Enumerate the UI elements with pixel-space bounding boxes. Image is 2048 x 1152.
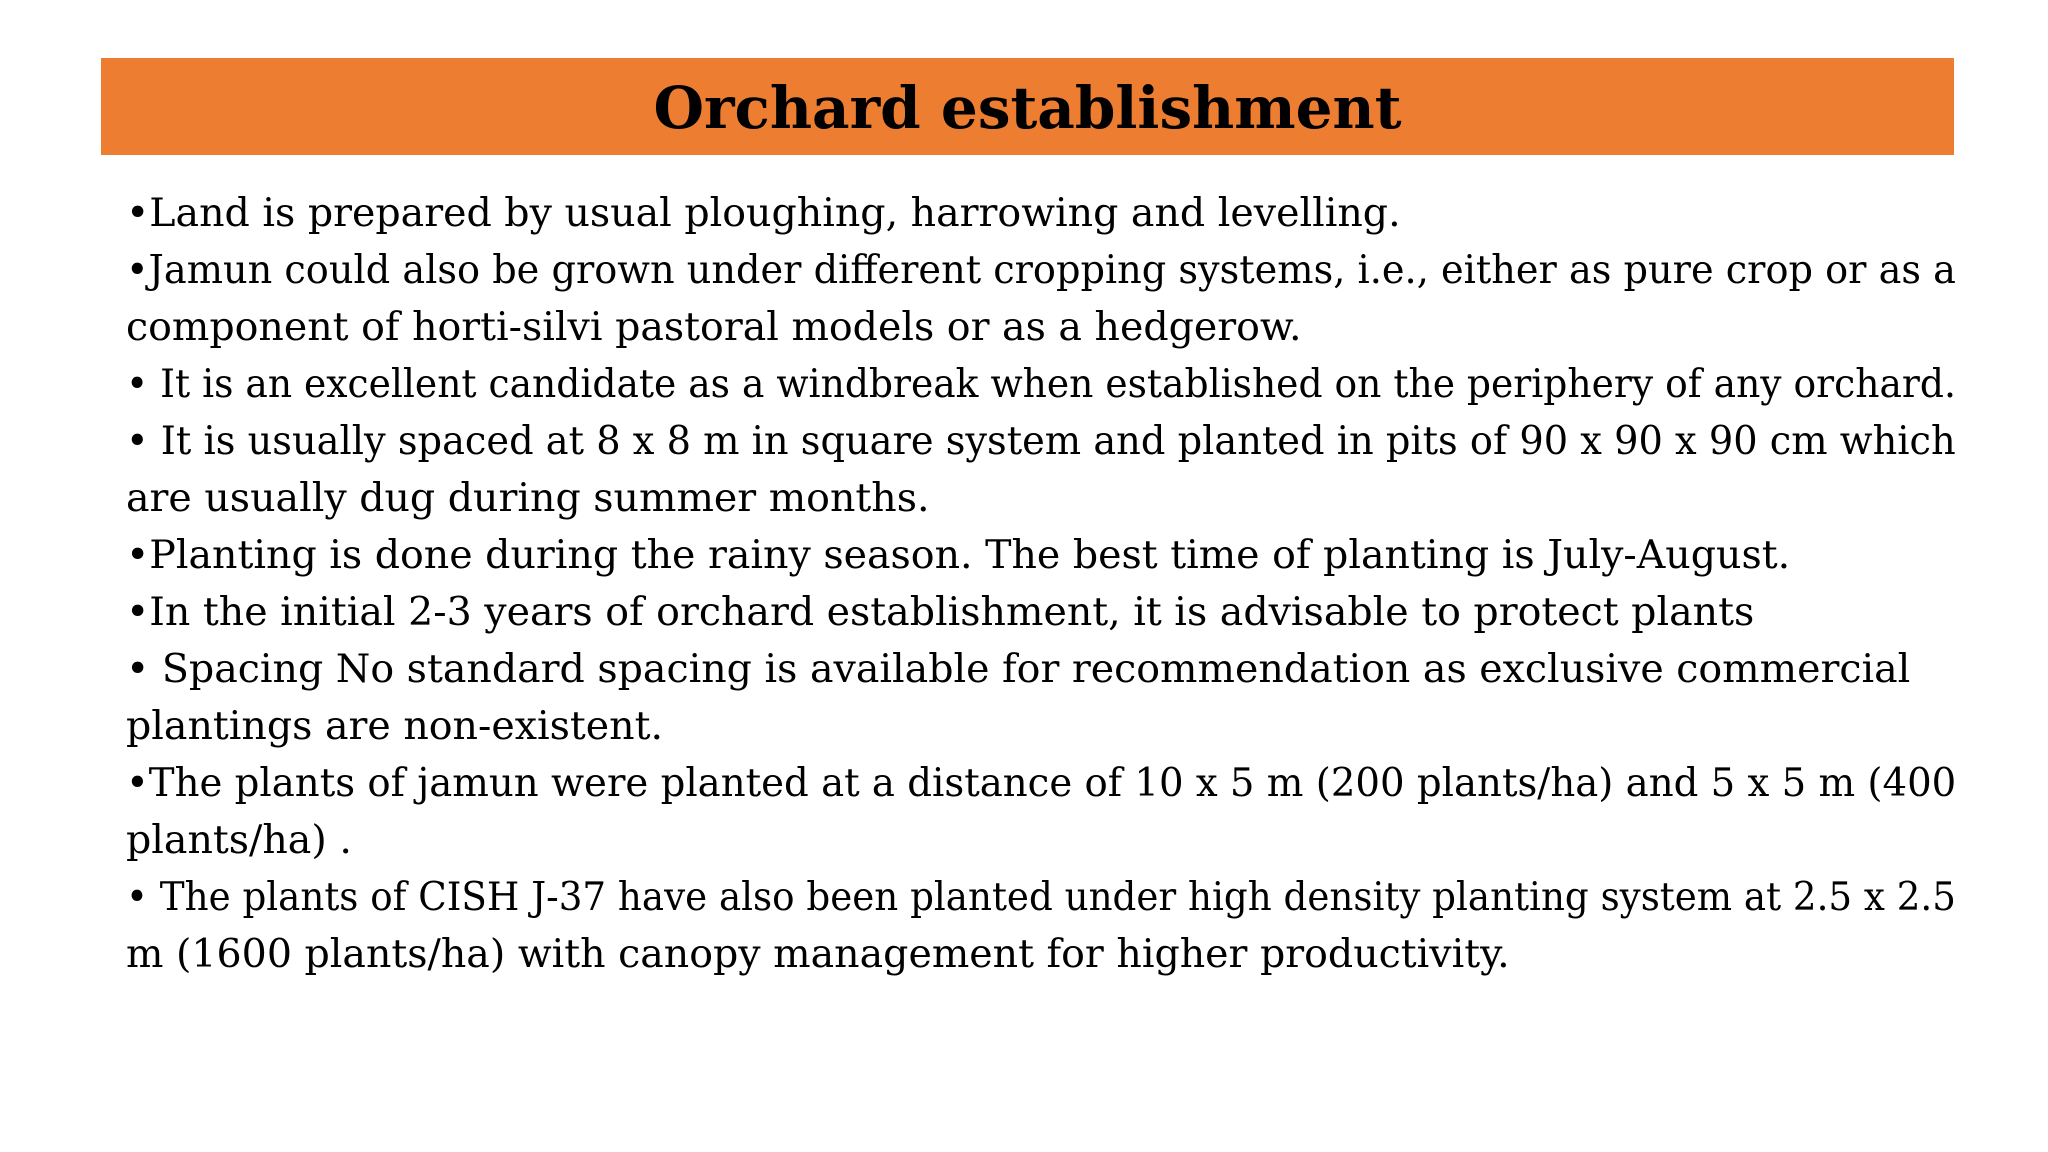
text-line: plants/ha) . [126,817,352,863]
text-line: plantings are non-existent. [126,703,664,749]
slide-title: Orchard establishment [653,73,1402,142]
text-line: m (1600 plants/ha) with canopy management for higher productivity. [126,931,1510,977]
text-line: • It is an excellent candidate as a windbreak when established on the periphery of any orchard. [126,361,1956,407]
text-line: • The plants of CISH J-37 have also been planted under high density planting system at 2.5 x 2.5 [126,874,1956,920]
text-line: component of horti-silvi pastoral models or as a hedgerow. [126,304,1302,350]
bullet-content [126,185,1956,983]
text-line: •Planting is done during the rainy season. The best time of planting is July-August. [126,532,1791,578]
text-line: • It is usually spaced at 8 x 8 m in square system and planted in pits of 90 x 90 x 90 cm which [126,418,1956,464]
text-line: •Jamun could also be grown under different cropping systems, i.e., either as pure crop or as a [126,247,1956,293]
title-bar [101,58,1954,155]
text-line: • Spacing No standard spacing is available for recommendation as exclusive commercial [126,646,1911,692]
text-line: •Land is prepared by usual ploughing, harrowing and levelling. [126,190,1401,236]
text-line: are usually dug during summer months. [126,475,930,521]
text-line: •In the initial 2-3 years of orchard establishment, it is advisable to protect plants [126,589,1755,635]
text-line: •The plants of jamun were planted at a distance of 10 x 5 m (200 plants/ha) and 5 x 5 m (400 [126,760,1957,806]
